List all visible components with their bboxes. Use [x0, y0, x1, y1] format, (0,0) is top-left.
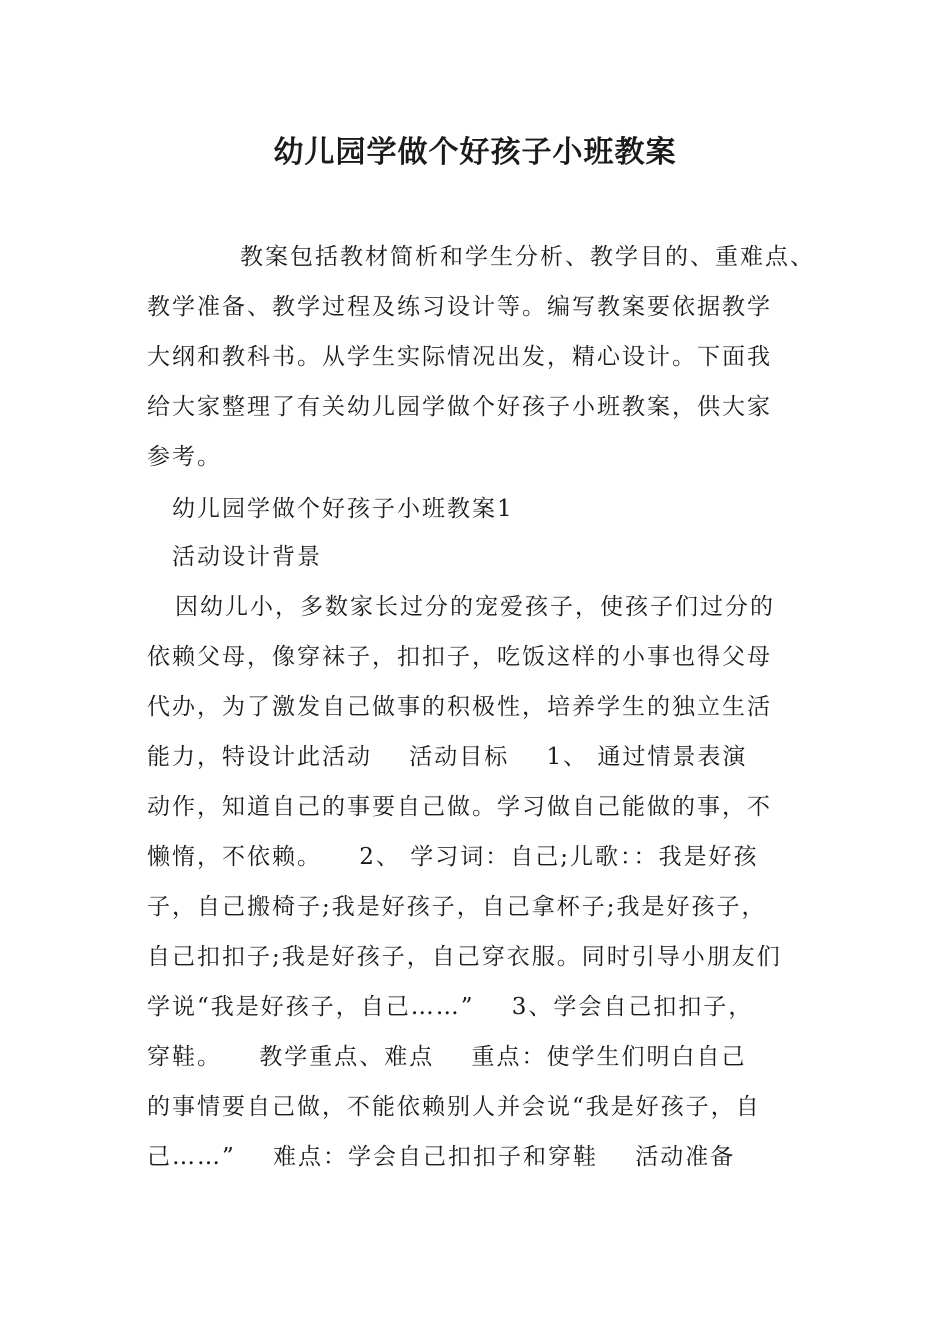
paragraph-line: 因幼儿小，多数家长过分的宠爱孩子，使孩子们过分的	[175, 594, 775, 620]
paragraph-line: 子，自己搬椅子;我是好孩子，自己拿杯子;我是好孩子，	[147, 894, 767, 920]
paragraph-line: 动作，知道自己的事要自己做。学习做自己能做的事，不	[147, 794, 772, 820]
paragraph-line: 能力，特设计此活动 活动目标 1、 通过情景表演	[147, 744, 748, 770]
paragraph-line: 懒惰，不依赖。 2、 学习词：自己;儿歌：：我是好孩	[147, 844, 759, 870]
paragraph-line: 给大家整理了有关幼儿园学做个好孩子小班教案，供大家	[147, 394, 772, 420]
paragraph-line: 大纲和教科书。从学生实际情况出发，精心设计。下面我	[147, 344, 772, 370]
paragraph-line: 己……” 难点：学会自己扣扣子和穿鞋 活动准备	[147, 1144, 736, 1170]
paragraph-line: 的事情要自己做，不能依赖别人并会说“我是好孩子，自	[147, 1094, 761, 1120]
paragraph-line: 依赖父母，像穿袜子，扣扣子，吃饭这样的小事也得父母	[147, 644, 772, 670]
paragraph-line: 教案包括教材简析和学生分析、教学目的、重难点、	[240, 244, 815, 270]
document-title: 幼儿园学做个好孩子小班教案	[273, 135, 677, 170]
paragraph-line: 教学准备、教学过程及练习设计等。编写教案要依据教学	[147, 294, 772, 320]
section-heading: 活动设计背景	[172, 544, 322, 570]
paragraph-line: 穿鞋。 教学重点、难点 重点：使学生们明白自己	[147, 1044, 747, 1070]
paragraph-line: 学说“我是好孩子，自己……” 3、学会自己扣扣子，	[147, 994, 754, 1020]
paragraph-line: 代办，为了激发自己做事的积极性，培养学生的独立生活	[147, 694, 772, 720]
section-heading: 幼儿园学做个好孩子小班教案1	[172, 496, 514, 522]
paragraph-line: 参考。	[147, 444, 222, 470]
paragraph-line: 自己扣扣子;我是好孩子，自己穿衣服。同时引导小朋友们	[147, 944, 782, 970]
